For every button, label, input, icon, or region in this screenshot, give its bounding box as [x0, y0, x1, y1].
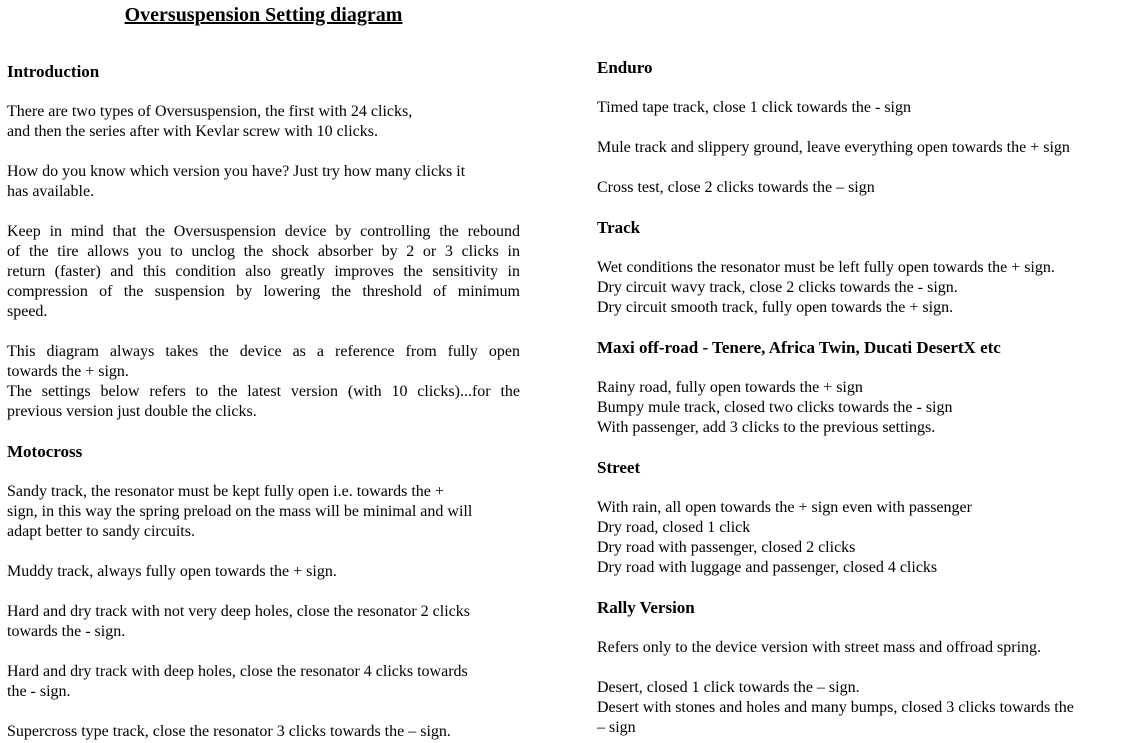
text-line: towards the + sign. — [7, 363, 129, 380]
text-line: How do you know which version you have? Just try how many clicks it — [7, 163, 466, 180]
text-line: Rainy road, fully open towards the + sign — [597, 379, 863, 396]
text-line: the - sign. — [7, 683, 71, 700]
text-line: With rain, all open towards the + sign even with passenger — [597, 499, 972, 516]
text-line: Cross test, close 2 clicks towards the – sign — [597, 179, 875, 196]
text-line: – sign — [597, 719, 636, 736]
paragraph — [7, 102, 520, 142]
text-line: Timed tape track, close 1 click towards the - sign — [597, 99, 911, 116]
text-line: Mule track and slippery ground, leave everything open towards the + sign — [597, 139, 1070, 156]
text-line: Dry road with passenger, closed 2 clicks — [597, 539, 856, 556]
section-heading: Introduction — [7, 62, 100, 81]
paragraph — [7, 722, 520, 742]
text-line: Refers only to the device version with street mass and offroad spring. — [597, 639, 1042, 656]
left-sections — [7, 62, 520, 742]
right-sections — [597, 58, 1121, 738]
text-line: Dry road with luggage and passenger, closed 4 clicks — [597, 559, 938, 576]
paragraph — [597, 138, 1121, 158]
text-line: This diagram always takes the device as a reference from fully open — [7, 343, 520, 360]
right-column — [597, 58, 1121, 743]
paragraph — [7, 662, 520, 702]
left-column — [7, 0, 520, 743]
paragraph — [597, 258, 1121, 318]
paragraph — [7, 482, 520, 542]
text-line: Desert with stones and holes and many bumps, closed 3 clicks towards the — [597, 699, 1074, 716]
text-line: Supercross type track, close the resonator 3 clicks towards the – sign. — [7, 723, 451, 740]
text-line: Sandy track, the resonator must be kept fully open i.e. towards the + — [7, 483, 444, 500]
section-heading: Rally Version — [597, 598, 695, 617]
text-line: of the tire allows you to unclog the shock absorber by 2 or 3 clicks in — [7, 243, 520, 260]
paragraph — [597, 378, 1121, 438]
text-line: towards the - sign. — [7, 623, 126, 640]
text-line: speed. — [7, 303, 48, 320]
section-heading: Motocross — [7, 442, 83, 461]
section-heading: Maxi off-road - Tenere, Africa Twin, Ducati DesertX etc — [597, 338, 1001, 357]
paragraph — [597, 638, 1121, 658]
paragraph — [597, 678, 1121, 738]
paragraph — [597, 98, 1121, 118]
text-line: adapt better to sandy circuits. — [7, 523, 195, 540]
text-line: The settings below refers to the latest version (with 10 clicks)...for the — [7, 383, 520, 400]
text-line: Wet conditions the resonator must be left fully open towards the + sign. — [597, 259, 1055, 276]
text-line: Bumpy mule track, closed two clicks towards the - sign — [597, 399, 953, 416]
text-line: has available. — [7, 183, 95, 200]
paragraph — [7, 162, 520, 202]
text-line: compression of the suspension by lowering the threshold of minimum — [7, 283, 520, 300]
text-line: Dry circuit smooth track, fully open towards the + sign. — [597, 299, 954, 316]
paragraph — [597, 178, 1121, 198]
section-heading: Track — [597, 218, 641, 237]
paragraph — [7, 562, 520, 582]
paragraph — [7, 602, 520, 642]
text-line: Keep in mind that the Oversuspension device by controlling the rebound — [7, 223, 520, 240]
text-line: return (faster) and this condition also greatly improves the sensitivity in — [7, 263, 520, 280]
paragraph — [7, 382, 520, 422]
text-line: sign, in this way the spring preload on the mass will be minimal and will — [7, 503, 473, 520]
text-line: Desert, closed 1 click towards the – sign. — [597, 679, 860, 696]
section-heading: Street — [597, 458, 641, 477]
text-line: and then the series after with Kevlar screw with 10 clicks. — [7, 123, 378, 140]
section-heading: Enduro — [597, 58, 653, 77]
text-line: Dry road, closed 1 click — [597, 519, 751, 536]
paragraph — [7, 222, 520, 322]
paragraph — [7, 342, 520, 382]
text-line: Hard and dry track with not very deep holes, close the resonator 2 clicks — [7, 603, 470, 620]
text-line: previous version just double the clicks. — [7, 403, 257, 420]
text-line: Dry circuit wavy track, close 2 clicks towards the - sign. — [597, 279, 958, 296]
text-line: There are two types of Oversuspension, the first with 24 clicks, — [7, 103, 413, 120]
paragraph — [597, 498, 1121, 578]
document-title: Oversuspension Setting diagram — [124, 4, 403, 26]
text-line: Hard and dry track with deep holes, close the resonator 4 clicks towards — [7, 663, 468, 680]
text-line: Muddy track, always fully open towards the + sign. — [7, 563, 337, 580]
text-line: With passenger, add 3 clicks to the previous settings. — [597, 419, 936, 436]
